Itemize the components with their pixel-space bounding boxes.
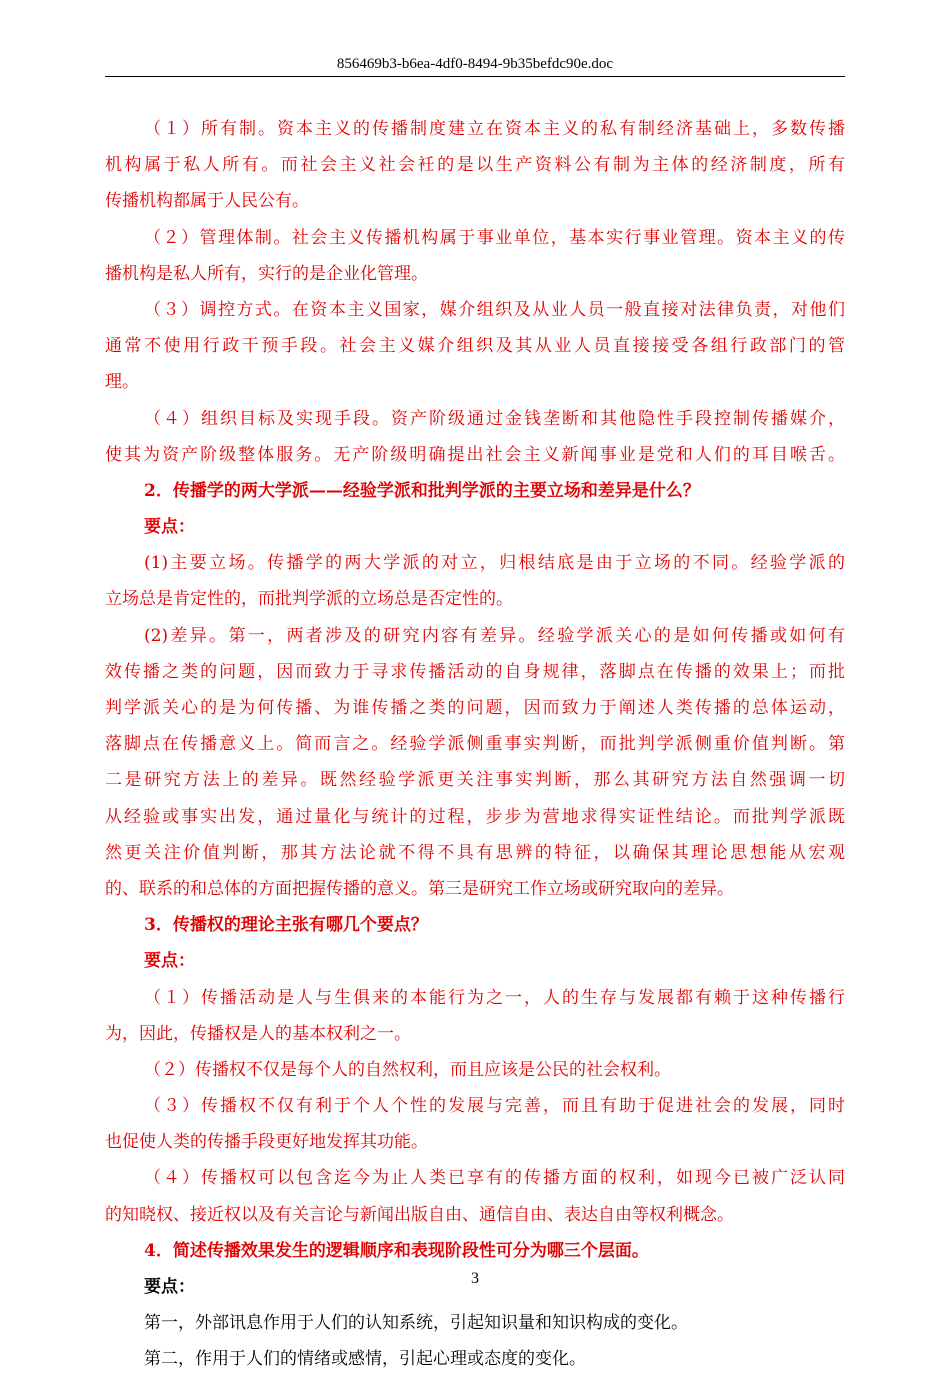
text-line: 然更关注价值判断，那其方法论就不得不具有思辨的特征，以确保其理论思想能从宏观 bbox=[105, 842, 845, 863]
text-line: 为，因此，传播权是人的基本权利之一。 bbox=[105, 1023, 411, 1044]
text-line: 2．传播学的两大学派——经验学派和批判学派的主要立场和差异是什么？ bbox=[144, 480, 700, 501]
text-line: 理。 bbox=[105, 372, 139, 393]
text-line: 使其为资产阶级整体服务。无产阶级明确提出社会主义新闻事业是党和人们的耳目喉舌。 bbox=[105, 444, 845, 465]
text-line: （３）传播权不仅有利于个人个性的发展与完善，而且有助于促进社会的发展，同时 bbox=[144, 1096, 845, 1117]
text-line: 第一，外部讯息作用于人们的认知系统，引起知识量和知识构成的变化。 bbox=[144, 1313, 688, 1334]
text-line: 播机构是私人所有，实行的是企业化管理。 bbox=[105, 263, 428, 284]
text-line: 机构属于私人所有。而社会主义社会衽的是以生产资料公有制为主体的经济制度，所有 bbox=[105, 155, 845, 176]
text-line: (2)差异。第一，两者涉及的研究内容有差异。经验学派关心的是如何传播或如何有 bbox=[144, 625, 845, 646]
text-line: 3．传播权的理论主张有哪几个要点？ bbox=[144, 915, 428, 936]
text-line: （３）调控方式。在资本主义国家，媒介组织及从业人员一般直接对法律负责，对他们 bbox=[144, 299, 845, 320]
document-body bbox=[105, 111, 845, 1378]
text-line: （４）组织目标及实现手段。资产阶级通过金钱垄断和其他隐性手段控制传播媒介， bbox=[144, 408, 845, 429]
text-line: （１）传播活动是人与生俱来的本能行为之一，人的生存与发展都有赖于这种传播行 bbox=[144, 987, 845, 1008]
text-line: 要点： bbox=[144, 951, 195, 972]
text-line: 通常不使用行政干预手段。社会主义媒介组织及其从业人员直接接受各组行政部门的管 bbox=[105, 336, 845, 357]
text-line: 要点： bbox=[144, 1277, 195, 1297]
text-line: 的知晓权、接近权以及有关言论与新闻出版自由、通信自由、表达自由等权利概念。 bbox=[105, 1204, 734, 1225]
text-line: （１）所有制。资本主义的传播制度建立在资本主义的私有制经济基础上，多数传播 bbox=[144, 119, 845, 139]
text-line: (1)主要立场。传播学的两大学派的对立，归根结底是由于立场的不同。经验学派的 bbox=[144, 553, 845, 574]
text-line: 判学派关心的是为何传播、为谁传播之类的问题，因而致力于阐述人类传播的总体运动， bbox=[105, 698, 845, 718]
text-line: 从经验或事实出发，通过量化与统计的过程，步步为营地求得实证性结论。而批判学派既 bbox=[105, 806, 845, 827]
text-line: 也促使人类的传播手段更好地发挥其功能。 bbox=[105, 1132, 428, 1153]
text-line: 效传播之类的问题，因而致力于寻求传播活动的自身规律，落脚点在传播的效果上；而批 bbox=[105, 661, 845, 682]
page-header: 856469b3-b6ea-4df0-8494-9b35befdc90e.doc bbox=[336, 56, 614, 72]
text-line: 的、联系的和总体的方面把握传播的意义。第三是研究工作立场或研究取向的差异。 bbox=[105, 878, 734, 899]
text-line: 落脚点在传播意义上。简而言之。经验学派侧重事实判断，而批判学派侧重价值判断。第 bbox=[105, 734, 845, 755]
text-line: 二是研究方法上的差异。既然经验学派更关注事实判断，那么其研究方法自然强调一切 bbox=[105, 770, 845, 791]
header-divider bbox=[105, 76, 845, 77]
text-line: （４）传播权可以包含迄今为止人类已享有的传播方面的权利，如现今已被广泛认同 bbox=[144, 1168, 845, 1189]
text-line: （２）传播权不仅是每个人的自然权利，而且应该是公民的社会权利。 bbox=[144, 1059, 671, 1080]
text-line: 要点： bbox=[144, 517, 195, 538]
text-line: 第二，作用于人们的情绪或感情，引起心理或态度的变化。 bbox=[144, 1349, 586, 1370]
text-line: 立场总是肯定性的，而批判学派的立场总是否定性的。 bbox=[105, 589, 513, 610]
page-number: 3 bbox=[471, 1270, 479, 1287]
text-line: 传播机构都属于人民公有。 bbox=[105, 191, 309, 212]
text-line: 4．简述传播效果发生的逻辑顺序和表现阶段性可分为哪三个层面。 bbox=[144, 1240, 649, 1261]
text-line: （２）管理体制。社会主义传播机构属于事业单位，基本实行事业管理。资本主义的传 bbox=[144, 227, 845, 248]
